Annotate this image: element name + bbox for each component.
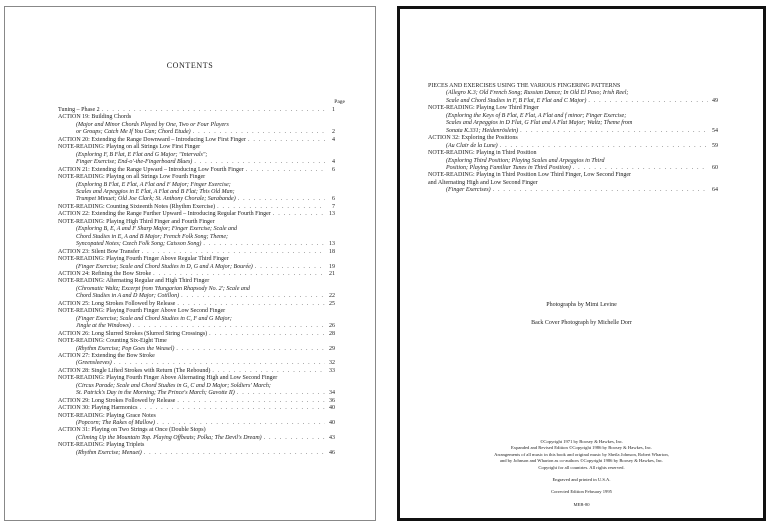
entry-title: Chord Studies in A and D Major; Cotillon) [76, 293, 180, 300]
right-page [397, 6, 766, 521]
dot-leader [255, 264, 325, 271]
entry-title: Position; Playing Familiar Tunes in Third Position) [446, 164, 571, 171]
contents-entry [58, 338, 335, 353]
dot-leader [203, 241, 325, 248]
entry-line: NOTE-READING: Playing on all Strings Low Fourth Finger [58, 174, 206, 181]
copyright-block [400, 439, 763, 508]
entry-title: (Finger Exercise; Scale and Chord Studies in D, G and A Major; Bourée) [76, 263, 253, 270]
dot-leader [273, 211, 325, 218]
copyright-line: Expanded and Revised Edition ©Copyright 1986 by Boosey & Hawkes, Inc. [510, 445, 653, 451]
dot-leader [144, 450, 325, 457]
dot-leader [209, 331, 325, 338]
contents-entry [58, 174, 335, 204]
contents-entry [58, 211, 335, 218]
entry-line: (Exploring B Flat, E Flat, A Flat and F Major; Finger Exercise; [76, 181, 231, 188]
entry-line: NOTE-READING: Playing Fourth Finger Above Low Second Finger [58, 308, 226, 315]
dot-leader [217, 204, 325, 211]
contents-entry [58, 137, 335, 144]
entry-title: ACTION 28: Single Lifted Strokes with Return (The Rebound) [58, 367, 211, 374]
page-column-label: Page [334, 99, 345, 105]
page-number: 28 [329, 330, 335, 337]
copyright-line: Copyright for all countries. All rights reserved. [538, 464, 625, 470]
contents-entry [428, 83, 718, 105]
contents-entry [58, 114, 335, 136]
contents-entry [58, 204, 335, 211]
contents-entry [58, 368, 335, 375]
page-number: 4 [332, 159, 335, 166]
entry-line: ACTION 27: Extending the Bow Stroke [58, 352, 155, 359]
contents-entry [428, 172, 718, 194]
entry-line: (Major and Minor Chords Played by One, Two or Four Players [76, 121, 229, 128]
contents-entry [428, 150, 718, 172]
entry-title: Scale and Chord Studies in F, B Flat, E Flat and C Major) [446, 97, 587, 104]
page-number: 18 [329, 248, 335, 255]
page-number: 33 [329, 367, 335, 374]
entry-line: NOTE-READING: Playing in Third Position [428, 150, 537, 157]
back-cover-credit: Back Cover Photograph by Michelle Dorr [531, 320, 632, 326]
entry-line: ACTION 31: Playing on Two Strings at Once (Double Stops) [58, 427, 206, 434]
entry-line: NOTE-READING: Playing Fourth Finger Above Regular Third Finger [58, 256, 229, 263]
page-number: 4 [332, 136, 335, 143]
edition-line: Corrected Edition February 1995 [551, 489, 612, 495]
entry-line: Scales and Arpeggios in E Flat, A Flat and B Flat; This Old Man; [76, 188, 235, 195]
dot-leader [588, 98, 708, 105]
entry-title: NOTE-READING: Counting Sixteenth Notes (Rhythm Exercise) [58, 203, 216, 210]
entry-line: Scales and Arpeggios in D Flat, G Flat and A Flat Major; Waltz; Theme from [446, 120, 633, 127]
entry-title: ACTION 20: Extending the Range Downward – Introducing Low First Finger [58, 136, 246, 143]
contents-entry [58, 398, 335, 405]
entry-line: (Exploring the Keys of B Flat, E Flat, A Flat and f minor; Finger Exercise; [446, 112, 627, 119]
contents-entry [428, 135, 718, 150]
contents-entry [58, 249, 335, 256]
entry-line: (Exploring Third Position; Playing Scales and Arpeggios in Third [446, 157, 605, 164]
contents-entry [58, 353, 335, 368]
entry-title: (Popcorn; The Rakes of Mallow) [76, 420, 155, 427]
contents-list [58, 107, 335, 457]
entry-line: (Exploring B, E, A and F Sharp Major; Finger Exercise; Scale and [76, 226, 238, 233]
page-number: 36 [329, 397, 335, 404]
photo-credit: Photographs by Mimi Levine [546, 302, 617, 308]
page-number: 54 [712, 127, 718, 134]
copyright-line: Arrangements of all music in this book and original music by Sheila Johnson, Robert Wharton, [494, 451, 669, 457]
page-number: 2 [332, 129, 335, 136]
entry-line: (Finger Exercise; Scale and Chord Studies in C, F and G Major; [76, 315, 232, 322]
dot-leader [142, 249, 325, 256]
page-number: 25 [329, 300, 335, 307]
contents-entry [58, 427, 335, 442]
entry-line: (Allegro K.3; Old French Song; Russian Dance; In Old El Paso; Irish Reel; [446, 90, 629, 97]
entry-line: (Circus Parade; Scale and Chord Studies in G, C and D Major; Soldiers' March; [76, 382, 271, 389]
page-number: 13 [329, 241, 335, 248]
entry-title: (Au Clair de la Lune) [446, 142, 498, 149]
dot-leader [102, 107, 325, 114]
contents-entry [58, 308, 335, 330]
page-number: 19 [329, 263, 335, 270]
dot-leader [140, 405, 326, 412]
contents-heading: CONTENTS [166, 61, 214, 70]
dot-leader [177, 301, 325, 308]
contents-entry [58, 219, 335, 249]
entry-title: (Rhythm Exercise; Pop Goes the Weasel) [76, 345, 175, 352]
copyright-line: ©Copyright 1971 by Boosey & Hawkes, Inc. [539, 439, 624, 444]
contents-entry [58, 271, 335, 278]
page-number: 64 [712, 187, 718, 194]
dot-leader [177, 398, 325, 405]
dot-leader [520, 128, 708, 135]
entry-title: ACTION 30: Playing Harmonics [58, 405, 138, 412]
page-number: 60 [712, 164, 718, 171]
entry-line: NOTE-READING: Playing Grace Notes [58, 412, 156, 419]
contents-entry [58, 375, 335, 397]
catalog-code: MEB-80 [573, 501, 590, 507]
entry-title: Jingle at the Windows) [76, 323, 131, 330]
dot-leader [237, 390, 325, 397]
contents-entry [58, 256, 335, 271]
page-number: 6 [332, 166, 335, 173]
entry-line: NOTE-READING: Playing in Third Position Low Third Finger, Low Second Finger [428, 172, 632, 179]
page-number: 59 [712, 142, 718, 149]
entry-title: Tuning – Phase 2 [58, 107, 100, 113]
contents-list-continued [428, 83, 718, 195]
contents-entry [58, 405, 335, 412]
contents-entry [58, 301, 335, 308]
dot-leader [193, 129, 325, 136]
contents-entry [58, 278, 335, 300]
entry-line: PIECES AND EXERCISES USING THE VARIOUS FINGERING PATTERNS [428, 83, 621, 89]
dot-leader [133, 323, 325, 330]
contents-entry [58, 413, 335, 428]
dot-leader [114, 360, 325, 367]
entry-line: ACTION 19: Building Chords [58, 114, 132, 121]
dot-leader [238, 196, 325, 203]
dot-leader [194, 159, 325, 166]
contents-entry [428, 105, 718, 135]
entry-title: Syncopated Notes; Czech Folk Song; Caisson Song) [76, 241, 202, 248]
page-number: 26 [329, 323, 335, 330]
entry-title: (Rhythm Exercise; Menuet) [76, 449, 142, 456]
entry-title: ACTION 22: Extending the Range Further Upward – Introducing Regular Fourth Finger [58, 211, 271, 218]
page-number: 46 [329, 449, 335, 456]
entry-title: (Climing Up the Mountain Top. Playing Offbeats; Polka; The Devil's Dream) [76, 434, 262, 441]
entry-title: (Greensleeves) [76, 360, 112, 367]
page-number: 40 [329, 420, 335, 427]
entry-line: (Chromatic Waltz; Excerpt from 'Hungarian Rhapsody No. 2'; Scale and [76, 285, 250, 292]
copyright-notice [400, 439, 763, 471]
left-page [4, 6, 376, 521]
contents-entry [58, 167, 335, 174]
entry-line: Chord Studies in E, A and B Major; French Folk Song; Theme; [76, 233, 228, 240]
entry-title: St. Patrick's Day in the Morning; The Prince's March; Gavotte II) [76, 390, 235, 397]
entry-title: Trumpet Minuet; Old Joe Clark; St. Anthony Chorale; Sarabande) [76, 196, 236, 203]
entry-title: ACTION 24: Refining the Bow Stroke [58, 270, 152, 277]
dot-leader [264, 435, 325, 442]
page-number: 22 [329, 293, 335, 300]
copyright-line: and by Johnson and Wharton as co-authors ©Copyright 1986 by Boosey & Hawkes, Inc. [499, 458, 664, 464]
page-number: 29 [329, 345, 335, 352]
entry-line: NOTE-READING: Playing Triplets [58, 442, 145, 449]
dot-leader [153, 271, 325, 278]
entry-line: NOTE-READING: Playing Low Third Finger [428, 105, 539, 112]
page-number: 40 [329, 405, 335, 412]
dot-leader [248, 137, 325, 144]
entry-title: ACTION 25: Long Strokes Followed by Release [58, 300, 176, 307]
entry-line: and Alternating High and Low Second Finger [428, 179, 538, 186]
entry-title: ACTION 23: Silent Bow Transfer [58, 248, 140, 255]
page-number: 43 [329, 434, 335, 441]
page-number: 1 [332, 107, 335, 113]
entry-title: or Groups; Catch Me If You Can; Chord Etude) [76, 129, 191, 136]
entry-title: Finger Exercise; End-o'-the-Fingerboard Blues) [76, 159, 193, 166]
page-number: 49 [712, 97, 718, 104]
page-number: 6 [332, 196, 335, 203]
page-number: 21 [329, 270, 335, 277]
page-number: 34 [329, 390, 335, 397]
entry-title: ACTION 29: Long Strokes Followed by Release [58, 397, 176, 404]
dot-leader [246, 167, 325, 174]
contents-entry [58, 442, 335, 457]
entry-title: Sonata K.331; Heidenröslein) [446, 127, 519, 134]
entry-line: NOTE-READING: Playing High Third Finger and Fourth Finger [58, 218, 215, 225]
printed-line: Engraved and printed in U.S.A. [552, 477, 611, 483]
entry-title: (Finger Exercises) [446, 187, 491, 194]
dot-leader [212, 368, 325, 375]
entry-line: (Exploring F, B Flat, E Flat and G Major; "Intervals"; [76, 151, 208, 158]
entry-line: NOTE-READING: Playing on all Strings Low First Finger [58, 144, 201, 151]
entry-line: ACTION 32: Exploring the Positions [428, 135, 518, 142]
page-number: 32 [329, 360, 335, 367]
dot-leader [573, 165, 708, 172]
page-number: 7 [332, 203, 335, 210]
contents-entry [58, 144, 335, 166]
dot-leader [493, 187, 708, 194]
contents-entry [58, 331, 335, 338]
entry-line: NOTE-READING: Alternating Regular and High Third Finger [58, 278, 210, 285]
contents-entry [58, 107, 335, 114]
entry-title: ACTION 21: Extending the Range Upward – Introducing Low Fourth Finger [58, 166, 244, 173]
dot-leader [176, 346, 325, 353]
dot-leader [181, 293, 325, 300]
page-number: 13 [329, 211, 335, 218]
entry-line: NOTE-READING: Counting Six-Eight Time [58, 338, 167, 345]
entry-line: NOTE-READING: Playing Fourth Finger Above Alternating High and Low Second Finger [58, 375, 278, 382]
entry-title: ACTION 26: Long Slurred Strokes (Slurred String Crossings) [58, 330, 208, 337]
dot-leader [500, 143, 708, 150]
